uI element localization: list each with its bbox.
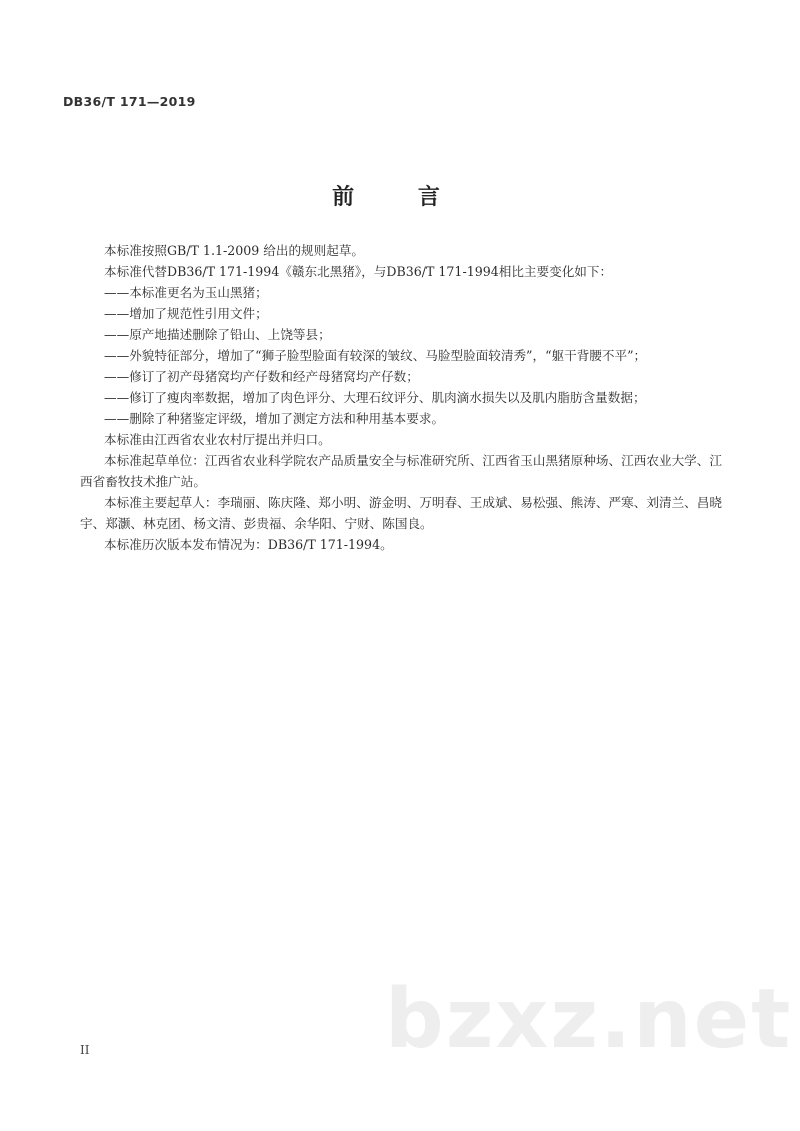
watermark: bzxz.net [385,972,793,1067]
foreword-body [80,240,722,555]
changes-list [80,282,722,429]
page-title: 前 言 [332,185,468,210]
change-item: ——外貌特征部分，增加了“狮子脸型脸面有较深的皱纹、马脸型脸面较清秀”，“躯干背腰不平”； [104,348,647,363]
paragraph-drafting-units: 本标准起草单位：江西省农业科学院农产品质量安全与标准研究所、江西省玉山黑猪原种场、江西农业大学、江西省畜牧技术推广站。 [80,453,722,489]
paragraph-version-history: 本标准历次版本发布情况为：DB36/T 171-1994。 [104,537,393,552]
paragraph-replacement: 本标准代替DB36/T 171-1994《赣东北黑猪》，与DB36/T 171-1994相比主要变化如下： [104,264,613,279]
change-item: ——增加了规范性引用文件； [104,306,268,321]
standard-code: DB36/T 171—2019 [63,94,196,109]
paragraph-drafters: 本标准主要起草人：李瑞丽、陈庆隆、郑小明、游金明、万明春、王成斌、易松强、熊涛、严寒、刘清兰、昌晓宇、郑灏、林克团、杨文清、彭贵福、余华阳、宁财、陈国良。 [80,495,722,531]
page-number: II [80,1043,90,1057]
paragraph-drafting-rules: 本标准按照GB/T 1.1-2009 给出的规则起草。 [104,243,365,258]
change-item: ——修订了初产母猪窝均产仔数和经产母猪窝均产仔数； [104,369,419,384]
change-item: ——本标准更名为玉山黑猪； [104,285,268,300]
change-item: ——删除了种猪鉴定评级，增加了测定方法和种用基本要求。 [104,411,445,426]
change-item: ——修订了瘦肉率数据，增加了肉色评分、大理石纹评分、肌肉滴水损失以及肌内脂肪含量数据； [104,390,646,405]
paragraph-proposer: 本标准由江西省农业农村厅提出并归口。 [104,432,331,447]
change-item: ——原产地描述删除了铅山、上饶等县； [104,327,331,342]
